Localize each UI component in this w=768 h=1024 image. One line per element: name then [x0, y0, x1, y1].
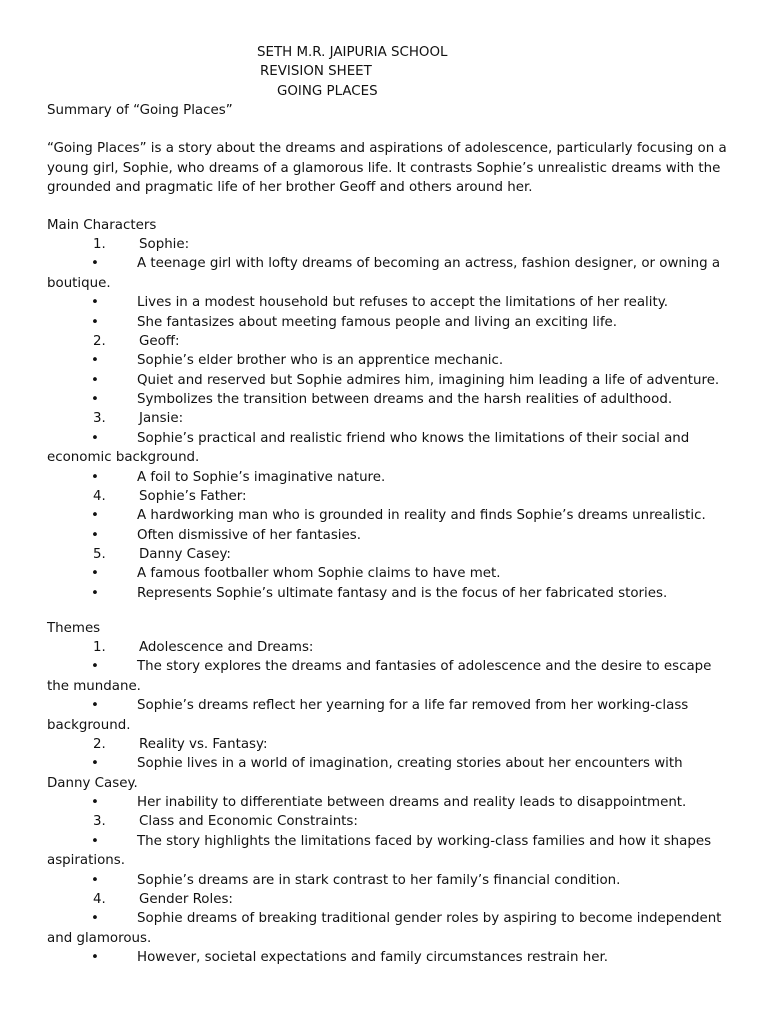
bullet-text: Sophie dreams of breaking traditional gender roles by aspiring to become independent and glamorous. [47, 911, 722, 946]
bullet-item [47, 429, 729, 468]
school-name: SETH M.R. JAIPURIA SCHOOL [257, 45, 448, 60]
bullet-item [47, 754, 729, 793]
bullet-item [47, 293, 729, 312]
bullet-text: Sophie’s elder brother who is an apprentice mechanic. [137, 353, 504, 369]
item-label: Danny Casey: [139, 547, 231, 562]
bullet-text: Quiet and reserved but Sophie admires him, imagining him leading a life of adventure. [137, 372, 720, 388]
bullet-icon: • [91, 698, 99, 714]
bullet-text: A famous footballer whom Sophie claims to have met. [137, 566, 501, 582]
item-label: Reality vs. Fantasy: [139, 736, 268, 752]
characters-list [47, 235, 729, 603]
item-label: Adolescence and Dreams: [139, 640, 314, 655]
bullet-text: Sophie’s practical and realistic friend who knows the limitations of their social and economic background. [47, 430, 690, 466]
bullet-text: The story highlights the limitations faced by working-class families and how it shapes aspirations. [47, 833, 712, 869]
numbered-item [47, 235, 729, 254]
item-number: 4. [93, 891, 106, 907]
bullet-item [47, 254, 729, 293]
item-number: 3. [93, 411, 106, 427]
themes-heading: Themes [47, 621, 101, 636]
bullet-icon: • [91, 585, 99, 601]
bullet-icon: • [91, 756, 99, 772]
bullet-item [47, 564, 729, 583]
sheet-title: REVISION SHEET [260, 64, 372, 79]
bullet-icon: • [91, 392, 99, 407]
bullet-icon: • [91, 527, 99, 543]
item-label: Sophie: [139, 237, 190, 252]
bullet-icon: • [91, 566, 99, 582]
bullet-item [47, 506, 729, 525]
bullet-item [47, 313, 729, 332]
bullet-text: However, societal expectations and family circumstances restrain her. [137, 950, 609, 965]
bullet-icon: • [91, 872, 99, 888]
summary-paragraph: “Going Places” is a story about the dreams and aspirations of adolescence, particularly focusing on a young girl, Sophie, who dreams of a glamorous life. It contrasts Sophie’s unrealistic dreams with the grounded and pragmatic life of her brother Geoff and others around her. [47, 141, 727, 196]
bullet-text: A teenage girl with lofty dreams of becoming an actress, fashion designer, or owning a boutique. [47, 256, 721, 291]
item-number: 3. [93, 814, 106, 830]
numbered-item [47, 890, 729, 909]
bullet-icon: • [91, 469, 99, 485]
numbered-item [47, 812, 729, 831]
numbered-item [47, 487, 729, 506]
bullet-item [47, 657, 729, 696]
topic-title: GOING PLACES [277, 84, 378, 99]
bullet-item [47, 371, 729, 390]
bullet-icon: • [91, 911, 99, 927]
bullet-text: A foil to Sophie’s imaginative nature. [137, 469, 386, 485]
bullet-icon: • [91, 795, 99, 810]
bullet-text: Lives in a modest household but refuses to accept the limitations of her reality. [137, 295, 669, 311]
item-number: 5. [93, 547, 106, 562]
item-label: Class and Economic Constraints: [139, 814, 358, 830]
numbered-item [47, 735, 729, 754]
bullet-text: A hardworking man who is grounded in reality and finds Sophie’s dreams unrealistic. [137, 508, 706, 524]
bullet-text: Sophie’s dreams reflect her yearning for a life far removed from her working-class background. [47, 698, 689, 733]
bullet-text: The story explores the dreams and fantasies of adolescence and the desire to escape the mundane. [47, 659, 712, 694]
bullet-item [47, 584, 729, 603]
item-label: Geoff: [139, 333, 180, 349]
bullet-item [47, 468, 729, 487]
bullet-item [47, 909, 729, 948]
bullet-text: Symbolizes the transition between dreams and the harsh realities of adulthood. [137, 392, 673, 407]
bullet-icon: • [91, 659, 99, 675]
numbered-item [47, 332, 729, 351]
item-number: 1. [93, 237, 106, 252]
bullet-item [47, 526, 729, 545]
item-number: 2. [93, 736, 106, 752]
item-number: 2. [93, 333, 106, 349]
bullet-icon: • [91, 430, 99, 446]
bullet-icon: • [91, 353, 99, 369]
summary-heading: Summary of “Going Places” [47, 103, 233, 118]
bullet-icon: • [91, 833, 99, 849]
numbered-item [47, 545, 729, 564]
bullet-icon: • [91, 256, 99, 272]
bullet-icon: • [91, 314, 99, 330]
bullet-text: Her inability to differentiate between dreams and reality leads to disappointment. [137, 795, 687, 810]
bullet-text: Represents Sophie’s ultimate fantasy and is the focus of her fabricated stories. [137, 585, 668, 601]
bullet-item [47, 948, 729, 967]
numbered-item [47, 638, 729, 657]
bullet-item [47, 871, 729, 890]
bullet-item [47, 390, 729, 409]
themes-list [47, 638, 729, 967]
bullet-item [47, 351, 729, 370]
bullet-text: Sophie’s dreams are in stark contrast to her family’s financial condition. [137, 872, 621, 888]
bullet-text: She fantasizes about meeting famous people and living an exciting life. [137, 314, 618, 330]
bullet-icon: • [91, 508, 99, 524]
item-label: Gender Roles: [139, 891, 233, 907]
item-number: 1. [93, 640, 106, 655]
bullet-icon: • [91, 950, 99, 965]
bullet-item [47, 696, 729, 735]
numbered-item [47, 409, 729, 428]
item-label: Sophie’s Father: [139, 488, 247, 504]
bullet-icon: • [91, 372, 99, 388]
characters-heading: Main Characters [47, 218, 157, 233]
bullet-text: Often dismissive of her fantasies. [137, 527, 361, 543]
bullet-text: Sophie lives in a world of imagination, creating stories about her encounters with Danny Casey. [47, 756, 683, 791]
bullet-item [47, 793, 729, 812]
bullet-item [47, 832, 729, 871]
item-label: Jansie: [139, 411, 184, 427]
bullet-icon: • [91, 295, 99, 311]
item-number: 4. [93, 488, 106, 504]
